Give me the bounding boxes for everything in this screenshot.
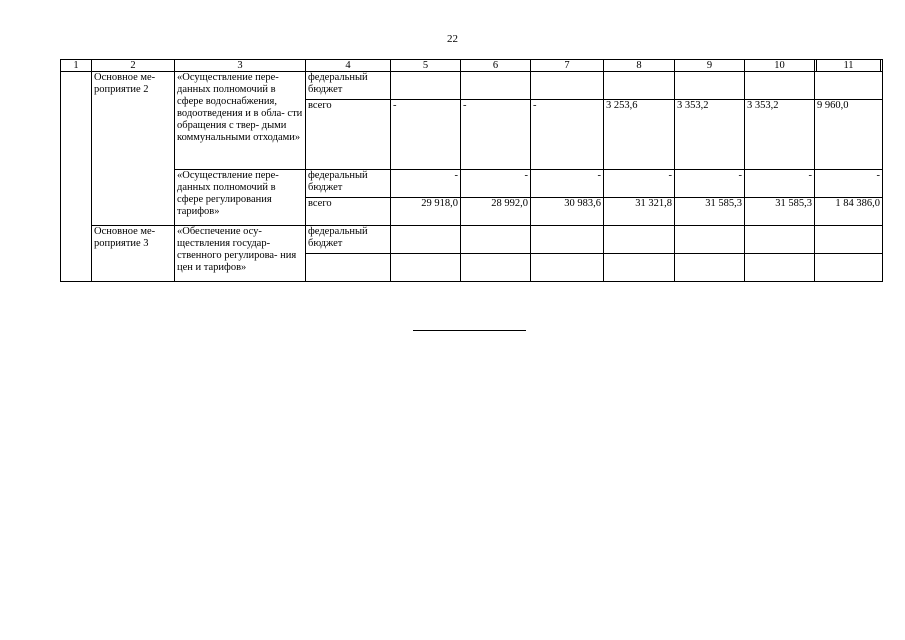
value-cell: 30 983,6 <box>531 198 604 226</box>
value-cell: 31 585,3 <box>675 198 745 226</box>
col-header: 1 <box>61 60 92 72</box>
value-cell: 3 353,2 <box>745 100 815 170</box>
table-cell <box>531 72 604 100</box>
col-header: 3 <box>175 60 306 72</box>
value-cell: - <box>461 170 531 198</box>
table-cell <box>391 254 461 282</box>
value-cell: - <box>391 170 461 198</box>
funding-source: всего <box>306 100 391 170</box>
col-header: 11 <box>815 60 883 72</box>
col-header: 8 <box>604 60 675 72</box>
col-header: 7 <box>531 60 604 72</box>
funding-source: федеральный бюджет <box>306 72 391 100</box>
col-header: 4 <box>306 60 391 72</box>
value-cell: 29 918,0 <box>391 198 461 226</box>
table-cell <box>675 226 745 254</box>
table-cell <box>815 226 883 254</box>
table-cell <box>604 72 675 100</box>
col-header: 10 <box>745 60 815 72</box>
value-cell: - <box>461 100 531 170</box>
col-header: 6 <box>461 60 531 72</box>
table-cell <box>61 72 92 282</box>
col-header: 5 <box>391 60 461 72</box>
table-cell <box>675 72 745 100</box>
value-cell: 3 253,6 <box>604 100 675 170</box>
table-row <box>61 226 883 254</box>
value-cell: 9 960,0 <box>815 100 883 170</box>
table-cell <box>815 72 883 100</box>
value-cell: - <box>531 100 604 170</box>
table-cell <box>815 254 883 282</box>
measure-name: Основное ме- роприятие 2 <box>92 72 175 226</box>
value-cell: 31 585,3 <box>745 198 815 226</box>
value-cell: - <box>391 100 461 170</box>
event-name: «Осуществление пере- данных полномочий в сфере регулирования тарифов» <box>175 170 306 226</box>
value-cell: - <box>531 170 604 198</box>
funding-source: федеральный бюджет <box>306 226 391 254</box>
value-cell: - <box>604 170 675 198</box>
value-cell: - <box>745 170 815 198</box>
table-cell <box>531 226 604 254</box>
table-cell <box>745 226 815 254</box>
table-cell <box>306 254 391 282</box>
table-cell <box>461 226 531 254</box>
table-row <box>61 170 883 198</box>
event-name: «Осуществление пере- данных полномочий в сфере водоснабжения, водоотведения и в обла- сти обращения с твер- дыми коммунальными отходами» <box>175 72 306 170</box>
value-cell: - <box>815 170 883 198</box>
table-cell <box>461 254 531 282</box>
col-header: 2 <box>92 60 175 72</box>
table-cell <box>745 72 815 100</box>
table-cell <box>531 254 604 282</box>
col-header: 9 <box>675 60 745 72</box>
closing-rule <box>413 330 526 331</box>
budget-table <box>60 59 883 282</box>
table-cell <box>461 72 531 100</box>
measure-name: Основное ме- роприятие 3 <box>92 226 175 282</box>
funding-source: федеральный бюджет <box>306 170 391 198</box>
value-cell: 28 992,0 <box>461 198 531 226</box>
table-cell <box>604 226 675 254</box>
funding-source: всего <box>306 198 391 226</box>
value-cell: 3 353,2 <box>675 100 745 170</box>
table-cell <box>675 254 745 282</box>
page-number: 22 <box>447 33 458 45</box>
table-cell <box>391 226 461 254</box>
table-cell <box>604 254 675 282</box>
event-name: «Обеспечение осу- ществления государ- ственного регулирова- ния цен и тарифов» <box>175 226 306 282</box>
value-cell: 31 321,8 <box>604 198 675 226</box>
table-cell <box>745 254 815 282</box>
value-cell: 1 84 386,0 <box>815 198 883 226</box>
table-row <box>61 72 883 100</box>
table-cell <box>391 72 461 100</box>
header-row <box>61 60 883 72</box>
value-cell: - <box>675 170 745 198</box>
